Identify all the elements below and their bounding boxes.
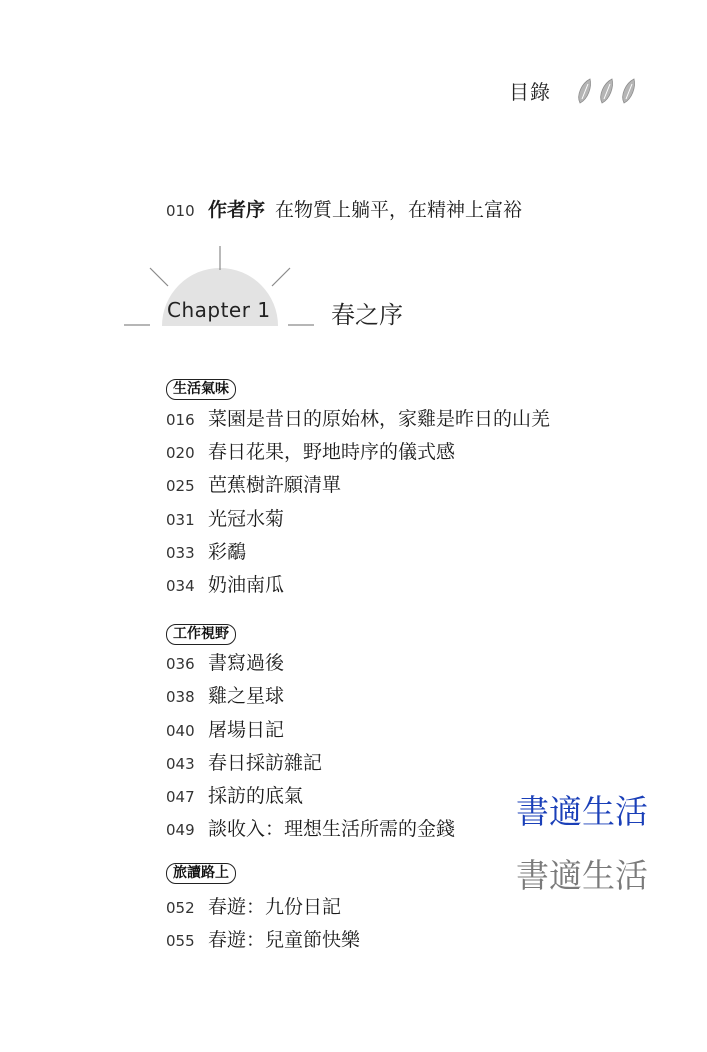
entry-title: 談收入：理想生活所需的金錢 [208,818,456,840]
entry-title: 奶油南瓜 [208,574,285,596]
entry-title: 菜園是昔日的原始林，家雞是昨日的山羌 [208,408,551,430]
entry-title: 採訪的底氣 [208,785,304,807]
toc-entry[interactable] [166,750,322,776]
entry-title: 雞之星球 [208,685,285,707]
toc-entry-preface[interactable] [166,197,522,223]
section-label-travel: 旅讀路上 [166,863,236,884]
page-number: 047 [166,788,195,806]
page-number: 033 [166,544,195,562]
chapter-label: Chapter 1 [167,298,271,322]
page-number: 010 [166,202,195,220]
watermark-blue: 書適生活 [516,792,648,831]
leaf-icon [574,77,644,105]
entry-title: 書寫過後 [208,652,285,674]
entry-title: 春遊：兒童節快樂 [208,929,361,951]
section-label-life: 生活氣味 [166,379,236,400]
toc-entry[interactable] [166,650,284,676]
toc-entry[interactable] [166,406,550,432]
section-label-work: 工作視野 [166,624,236,645]
page-number: 036 [166,655,195,673]
entry-title: 光冠水菊 [208,508,285,530]
page-number: 016 [166,411,195,429]
page-number: 020 [166,444,195,462]
page-number: 055 [166,932,195,950]
toc-entry[interactable] [166,894,341,920]
toc-entry[interactable] [166,539,246,565]
page-number: 031 [166,511,195,529]
entry-title: 屠場日記 [208,719,285,741]
toc-entry[interactable] [166,683,284,709]
toc-entry[interactable] [166,572,284,598]
entry-title: 在物質上躺平，在精神上富裕 [275,199,523,221]
toc-entry[interactable] [166,927,360,953]
watermark-gray: 書適生活 [516,856,648,895]
entry-title: 彩鷸 [208,541,247,563]
page-number: 025 [166,477,195,495]
page-number: 043 [166,755,195,773]
entry-title: 芭蕉樹許願清單 [208,474,342,496]
entry-title: 春日花果，野地時序的儀式感 [208,441,456,463]
toc-entry[interactable] [166,472,341,498]
chapter-title: 春之序 [331,301,403,329]
toc-entry[interactable] [166,439,455,465]
page-number: 049 [166,821,195,839]
toc-entry[interactable] [166,506,284,532]
entry-title: 春遊：九份日記 [208,896,342,918]
entry-title: 春日採訪雜記 [208,752,323,774]
page-number: 052 [166,899,195,917]
page-number: 034 [166,577,195,595]
page-number: 038 [166,688,195,706]
toc-entry[interactable] [166,783,303,809]
page-title: 目錄 [509,80,551,104]
preface-label: 作者序 [208,199,266,221]
toc-entry[interactable] [166,717,284,743]
toc-entry[interactable] [166,816,455,842]
page-number: 040 [166,722,195,740]
